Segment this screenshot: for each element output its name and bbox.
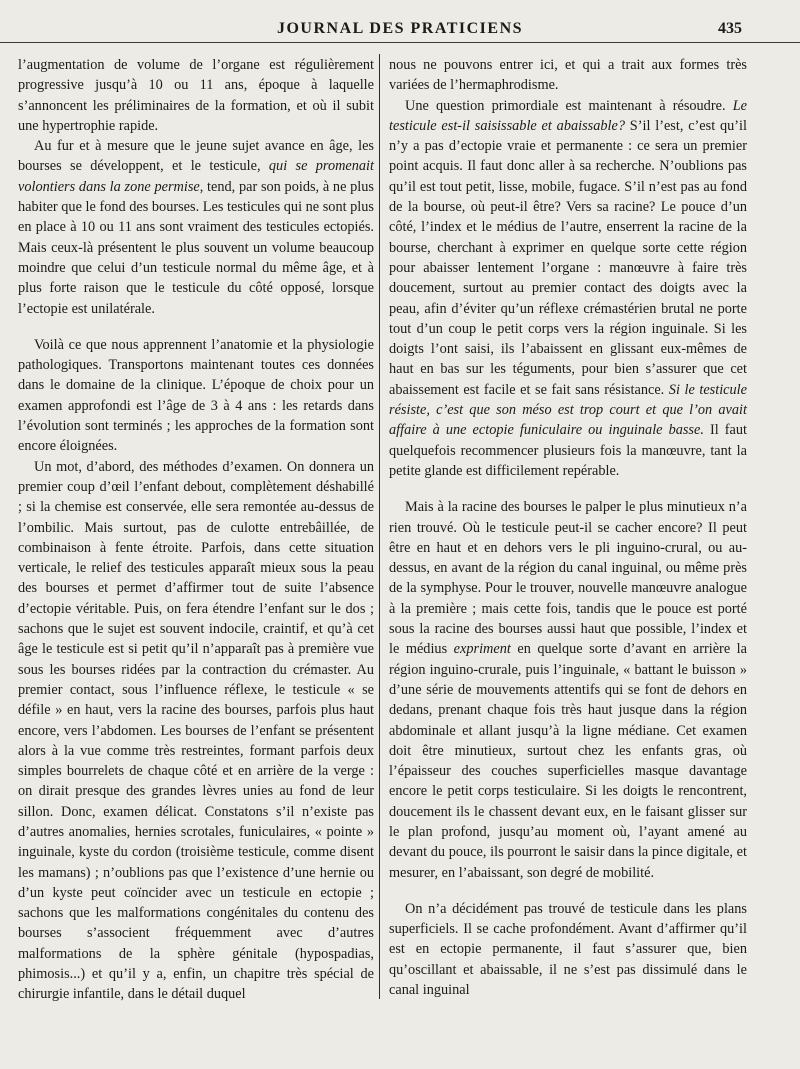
column-divider bbox=[379, 54, 380, 999]
paragraph: Un mot, d’abord, des méthodes d’examen. On donnera un premier coup d’œil l’enfant debout, complètement déshabillé ; si la chemise est conservée, elle sera remontée au-dessus de l’ombilic. Mais surtout, pas de culotte entrebâillée, de combinaison à fente étroite. Parfois, dans cette situation verticale, le relief des testicules apparaît mieux sous la peau des bourses et permet d’affirmer tout de suite l’absence d’ectopie véritable. Puis, on fera étendre l’enfant sur le dos ; sachons que le sujet est souvent indocile, craintif, et qu’à cet âge le testicule est si petit qu’il n’apparaît pas à première vue sous les bourses ridées par la contraction du crémaster. Au premier contact, sous l’influence réflexe, le testicule « se défile » en haut, vers la racine des bourses, parfois plus haut encore, vers l’abdomen. Les bourses de l’enfant se présentent alors à la vue comme très restreintes, formant parfois deux simples bourrelets de chaque côté et en arrière de la verge : on dirait presque des grandes lèvres unies au fond de leur sillon. Donc, examen délicat. Constatons s’il n’existe pas d’autres anomalies, hernies scrotales, funiculaires, « pointe » inguinale, kyste du cordon (troisième testicule, comme disent les mamans) ; n’oublions pas que l’existence d’une hernie ou d’un kyste peut coïncider avec un testicule en ectopie ; sachons que les malformations congénitales du contenu des bourses s’associent fréquemment avec d’autres malformations de la sphère génitale (hypospadias, phimosis...) et qu’il y a, enfin, un chapitre très spécial de chirurgie infantile, dans le détail duquel bbox=[18, 458, 374, 1003]
paragraph: l’augmentation de volume de l’organe est régulièrement progressive jusqu’à 10 ou 11 ans, époque à laquelle s’annoncent les préliminaires de la formation, et où il subit une hypertrophie rapide. bbox=[18, 57, 374, 134]
left-column bbox=[18, 55, 374, 1005]
paragraph: nous ne pouvons entrer ici, et qui a trait aux formes très variées de l’hermaphrodisme. bbox=[389, 57, 747, 94]
italic-phrase: qui se promenait volontiers dans la zone permise bbox=[18, 158, 374, 195]
paragraph: Voilà ce que nous apprennent l’anatomie et la physiologie pathologiques. Transportons maintenant toutes ces données dans le domaine de la clinique. L’époque de choix pour un examen approfondi est l’âge de 3 à 4 ans : les retards dans l’évolution sont terminés ; les approches de la formation sont encore éloignées. bbox=[18, 336, 374, 455]
paragraph: Au fur et à mesure que le jeune sujet avance en âge, les bourses se développent, et le testicule, qui se promenait volontiers dans la zone permise, tend, par son poids, à ne plus habiter que le fond des bourses. Les testicules qui ne sont plus en place à 10 ou 11 ans sont vraiment des testicules ectopiés. Mais ceux-là présentent le plus souvent un volume beaucoup moindre que celui d’un testicule normal du même âge, et à plus forte raison que le testicule du côté opposé, lorsque l’ectopie est unilatérale. bbox=[18, 138, 374, 317]
page-number: 435 bbox=[718, 20, 742, 37]
italic-word: expriment bbox=[453, 641, 511, 658]
italic-phrase: Si le testicule résiste, c’est que son méso est trop court et que l’on avait affaire à une ectopie funiculaire ou inguinale basse. bbox=[389, 381, 747, 439]
paragraph: Mais à la racine des bourses le palper le plus minutieux n’a rien trouvé. Où le testicule peut-il se cacher encore? Il peut être en haut et en dehors vers le pli inguino-crural, ou au-dessus, en avant de la région du canal inguinal, ou même près de la symphyse. Pour le trouver, nouvelle manœuvre analogue à la première ; mais cette fois, tandis que le pouce est porté sous la racine des bourses aussi haut que possible, l’index et le médius expriment en quelque sorte d’avant en arrière la région inguino-crurale, puis l’inguinale, « battant le buisson » d’une série de mouvements attentifs qui se font de dehors en dedans, prenant chaque fois très haut jusque dans la région abdominale et allant jusqu’à la ligne médiane. Cet examen doit être minutieux, surtout chez les enfants gras, où l’épaisseur des couches superficielles masque davantage encore le petit corps testiculaire. Si les doigts le rencontrent, doucement ils le chassent devant eux, en le faisant glisser sur le plan profond, jusqu’au moment où, l’ayant amené au devant du pouce, ils pourront le saisir dans la pince digitale, et mesurer, en l’abaissant, son degré de mobilité. bbox=[389, 499, 748, 881]
page-header bbox=[0, 18, 800, 43]
paragraph: On n’a décidément pas trouvé de testicule dans les plans superficiels. Il se cache profondément. Avant d’affirmer qu’il est en ectopie permanente, il faut s’assurer que, bien qu’oscillant et abaissable, il ne s’est pas dissimulé dans le canal inguinal bbox=[389, 900, 747, 999]
right-column bbox=[389, 55, 747, 1000]
running-title: JOURNAL DES PRATICIENS bbox=[276, 20, 524, 37]
italic-phrase: Le testicule est-il saisissable et abaissable? bbox=[389, 97, 747, 134]
paragraph: Une question primordiale est maintenant à résoudre. Le testicule est-il saisissable et abaissable? S’il l’est, c’est qu’il n’y a pas d’ectopie vraie et permanente : ce sera un premier point acquis. Il faut donc aller à sa recherche. N’oublions pas qu’il est tout petit, lisse, mobile, fugace. S’il n’est pas au fond de la bourse, où peut-il être? Vers sa racine? Le pouce d’un côté, l’index et le médius de l’autre, enserrent la racine de la bourse, cherchant à exprimer en quelque sorte cette région pour abaisser lentement l’organe : manœuvre à faire très doucement, surtout au premier contact des doigts avec la peau, afin d’éviter qu’un réflexe crémastérien brutal ne porte tout d’un coup le petit corps vers la région inguinale. Si les doigts l’ont saisi, ils l’abaissent en glissant eux-mêmes de haut en bas sur les téguments, pour bien s’assurer que cet abaissement est facile et se fait sans résistance. Si le testicule résiste, c’est que son méso est trop court et que l’on avait affaire à une ectopie funiculaire ou inguinale basse. Il faut quelquefois recommencer plusieurs fois la manœuvre, tant la petite glande est difficilement repérable. bbox=[389, 97, 747, 479]
